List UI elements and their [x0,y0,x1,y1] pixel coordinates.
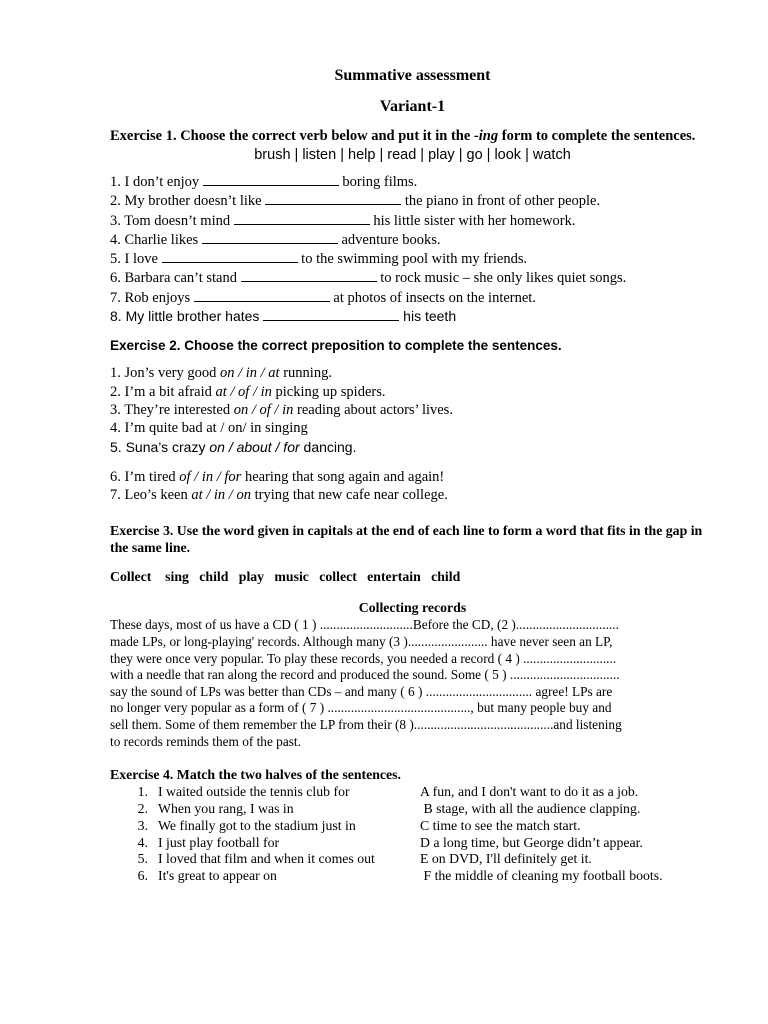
answer-blank[interactable] [234,211,370,225]
answer-blank[interactable] [241,268,377,282]
sentence: 6. Barbara can’t stand to rock music – she only likes quiet songs. [110,270,627,287]
sentence: 2. My brother doesn’t like the piano in front of other people. [110,193,601,210]
exercise-4-heading: Exercise 4. Match the two halves of the sentences. [110,767,401,783]
preposition-options[interactable]: at / in / on [191,487,251,504]
worksheet [110,66,715,885]
capital-words: Collect sing child play music collect entertain child [110,569,461,585]
exercise-1-heading [110,127,715,145]
match-row: 2. When you rang, I was in B stage, with all the audience clapping. [137,801,641,816]
sentence: 1. I don’t enjoy boring films. [110,174,418,190]
text-line: These days, most of us have a CD ( 1 ) ............................Before the CD, (2 )............................... [110,617,619,633]
text-line: say the sound of LPs was better than CDs – and many ( 6 ) ................................ agree! LPs are [110,683,613,699]
matching-table [110,784,715,885]
match-row: 5. I loved that film and when it comes out E on DVD, I'll definitely get it. [137,851,592,867]
preposition-options[interactable]: of / in / for [179,468,242,485]
text-line: to records reminds them of the past. [110,733,301,749]
exercise-1-sentences [110,172,715,325]
preposition-options[interactable]: at / of / in [215,383,272,400]
text-line: with a needle that ran along the record and produced the sound. Some ( 5 ) ................................. [110,667,620,683]
preposition-options[interactable]: on / in / at [219,365,280,382]
sentence: 8. My little brother hates his teeth [110,308,457,325]
sentence: 3. They’re interested on / of / in reading about actors’ lives. [110,401,453,418]
sentence: 2. I’m a bit afraid at / of / in picking up spiders. [110,383,386,400]
page-title: Summative assessment [334,67,491,84]
answer-blank[interactable] [265,191,401,205]
word-bank: brush | listen | help | read | play | go | look | watch [254,147,571,163]
sentence: 4. Charlie likes adventure books. [110,231,441,248]
match-row: 3. We finally got to the stadium just in C time to see the match start. [137,817,581,833]
text-title: Collecting records [358,600,467,616]
exercise-1-heading-ing: -ing [473,128,499,144]
exercise-3-heading: Exercise 3. Use the word given in capitals at the end of each line to form a word that fits in the gap in the same line. [110,523,703,556]
text-line: they were once very popular. To play these records, you needed a record ( 4 ) ............................ [110,650,617,666]
sentence: 1. Jon’s very good on / in / at running. [110,365,332,382]
text-line: no longer very popular as a form of ( 7 ) ..........................................., but many people buy and [110,700,612,716]
text-line: sell them. Some of them remember the LP from their (8 )..........................................and listening [110,717,622,733]
text-line: made LPs, or long-playing' records. Although many (3 )........................ have never seen an LP, [110,634,613,650]
sentence: 5. Suna’s crazy on / about / for dancing. [110,438,357,455]
match-row: 4. I just play football for D a long time, but George didn’t appear. [137,834,643,850]
answer-blank[interactable] [194,288,330,302]
answer-blank[interactable] [203,172,339,186]
preposition-options[interactable]: on / about / for [209,438,300,455]
answer-blank[interactable] [162,249,298,263]
sentence: 7. Rob enjoys at photos of insects on the internet. [110,289,536,306]
sentence: 5. I love to the swimming pool with my friends. [110,251,528,268]
sentence: 6. I’m tired of / in / for hearing that song again and again! [110,468,445,485]
exercise-1-heading-end: form to complete the sentences. [498,128,696,144]
answer-blank[interactable] [202,230,338,244]
exercise-2-heading: Exercise 2. Choose the correct preposition to complete the sentences. [110,338,562,354]
answer-blank[interactable] [263,307,399,321]
match-row: 6. It's great to appear on F the middle of cleaning my football boots. [137,868,663,884]
exercise-1-heading-start: Exercise 1. Choose the correct verb below and put it in the [110,128,474,144]
variant-heading: Variant-1 [379,98,446,115]
sentence: 4. I’m quite bad at / on/ in singing [110,420,308,437]
sentence: 7. Leo’s keen at / in / on trying that new cafe near college. [110,487,448,504]
gap-fill-text [110,617,715,750]
sentence: 3. Tom doesn’t mind his little sister with her homework. [110,212,576,229]
exercise-2-sentences [110,364,715,504]
match-row: 1. I waited outside the tennis club for A fun, and I don't want to do it as a job. [137,784,639,800]
preposition-options[interactable]: on / of / in [233,401,294,418]
